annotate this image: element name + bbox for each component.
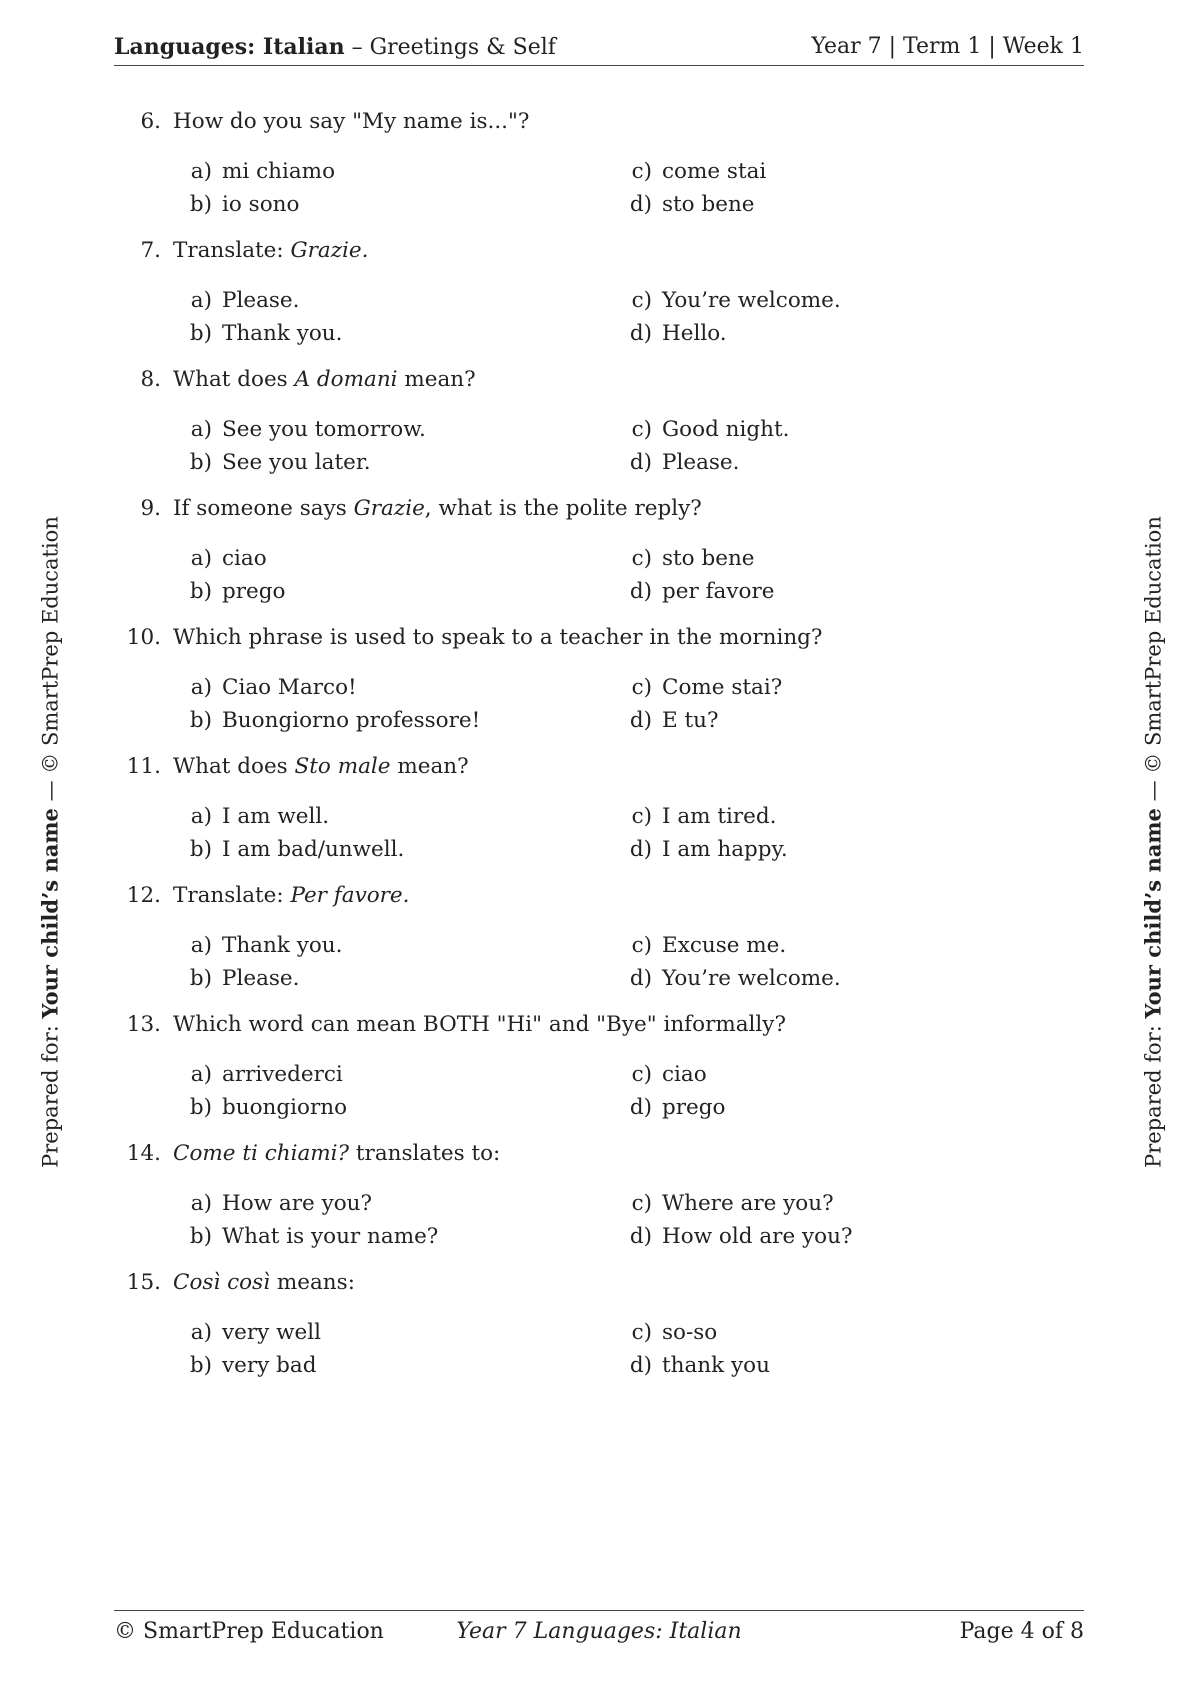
answer-option-d	[618, 1223, 852, 1251]
answer-option-a	[178, 287, 299, 315]
answer-option-c	[618, 1190, 834, 1218]
option-letter: a)	[190, 933, 212, 958]
option-letter: d)	[629, 1095, 652, 1120]
option-letter: b)	[189, 837, 212, 862]
question-stem-italic: Grazie.	[290, 238, 369, 263]
answer-option-c	[618, 674, 782, 702]
answer-option-c	[618, 287, 841, 315]
option-letter: a)	[190, 675, 212, 700]
answer-option-a	[178, 158, 335, 186]
option-text: Where are you?	[662, 1191, 834, 1216]
option-text: io sono	[222, 192, 300, 217]
option-letter: c)	[631, 1062, 652, 1087]
answer-option-c	[618, 932, 786, 960]
option-letter: d)	[629, 579, 652, 604]
option-text: prego	[222, 579, 286, 604]
question-stem-text: How do you say "My name is..."?	[173, 109, 530, 134]
option-text: sto bene	[662, 546, 755, 571]
question-item	[0, 495, 1191, 635]
margin-prefix: Prepared for:	[1141, 1018, 1166, 1168]
option-letter: b)	[189, 1095, 212, 1120]
option-letter: a)	[190, 417, 212, 442]
question-stem-text: Which phrase is used to speak to a teacher in the morning?	[173, 625, 823, 650]
header-term-info: Year 7 | Term 1 | Week 1	[811, 34, 1084, 59]
question-stem-italic: Grazie	[353, 496, 425, 521]
option-letter: c)	[631, 1191, 652, 1216]
answer-option-a	[178, 674, 357, 702]
option-text: very bad	[222, 1353, 317, 1378]
question-stem	[173, 1140, 500, 1168]
footer-page-number: Page 4 of 8	[959, 1619, 1084, 1644]
option-text: See you later.	[222, 450, 371, 475]
answer-option-b	[178, 1094, 347, 1122]
answer-option-b	[178, 578, 285, 606]
option-letter: c)	[631, 417, 652, 442]
answer-option-a	[178, 545, 267, 573]
answer-option-b	[178, 965, 299, 993]
option-letter: d)	[629, 192, 652, 217]
question-stem-text: means:	[270, 1270, 355, 1295]
page-header	[114, 33, 1084, 66]
question-stem	[173, 237, 369, 265]
option-letter: a)	[190, 159, 212, 184]
option-text: I am well.	[222, 804, 330, 829]
answer-option-a	[178, 803, 329, 831]
question-number: 10.	[126, 625, 161, 650]
question-item	[0, 108, 1191, 248]
answer-option-b	[178, 191, 299, 219]
option-letter: d)	[629, 450, 652, 475]
question-stem-text: What does	[173, 754, 295, 779]
option-letter: b)	[189, 1224, 212, 1249]
option-text: Come stai?	[662, 675, 783, 700]
header-subject	[114, 33, 556, 62]
answer-option-d	[618, 707, 719, 735]
option-letter: b)	[189, 579, 212, 604]
option-letter: a)	[190, 1320, 212, 1345]
option-text: Hello.	[662, 321, 727, 346]
margin-child-name: Your child’s name	[37, 808, 63, 1019]
question-stem-text: What does	[173, 367, 295, 392]
option-text: I am happy.	[662, 837, 788, 862]
footer-course: Year 7 Languages: Italian	[456, 1619, 742, 1644]
option-letter: d)	[629, 1353, 652, 1378]
question-stem	[173, 495, 702, 523]
option-text: thank you	[662, 1353, 770, 1378]
answer-option-c	[618, 158, 766, 186]
option-text: Excuse me.	[662, 933, 787, 958]
answer-option-b	[178, 449, 371, 477]
option-text: so-so	[662, 1320, 718, 1345]
question-stem	[173, 1269, 355, 1297]
option-letter: c)	[631, 1320, 652, 1345]
question-number: 9.	[140, 496, 161, 521]
option-text: E tu?	[662, 708, 719, 733]
option-text: How old are you?	[662, 1224, 853, 1249]
question-number: 12.	[126, 883, 161, 908]
question-stem-italic: A domani	[294, 367, 398, 392]
answer-option-d	[618, 191, 755, 219]
answer-option-a	[178, 1319, 321, 1347]
question-stem-text: mean?	[390, 754, 469, 779]
option-text: buongiorno	[222, 1095, 348, 1120]
option-text: per favore	[662, 579, 775, 604]
margin-child-name: Your child’s name	[1140, 808, 1166, 1019]
question-stem-italic: Come ti chiami?	[173, 1141, 350, 1166]
answer-option-d	[618, 1352, 770, 1380]
question-item	[0, 237, 1191, 377]
answer-option-c	[618, 416, 789, 444]
question-item	[0, 366, 1191, 506]
answer-option-a	[178, 932, 343, 960]
answer-option-b	[178, 320, 343, 348]
question-number: 6.	[140, 109, 161, 134]
option-text: come stai	[662, 159, 767, 184]
option-letter: a)	[190, 546, 212, 571]
answer-option-d	[618, 965, 841, 993]
option-letter: b)	[189, 192, 212, 217]
option-text: prego	[662, 1095, 726, 1120]
option-letter: d)	[629, 708, 652, 733]
question-stem-text: Translate:	[173, 238, 291, 263]
margin-copyright: — © SmartPrep Education	[1141, 516, 1166, 809]
answer-option-b	[178, 707, 480, 735]
option-letter: c)	[631, 159, 652, 184]
option-text: What is your name?	[222, 1224, 439, 1249]
question-stem-text: , what is the polite reply?	[424, 496, 702, 521]
option-letter: b)	[189, 708, 212, 733]
header-subject-bold: Languages: Italian	[114, 34, 345, 60]
option-letter: b)	[189, 450, 212, 475]
option-text: How are you?	[222, 1191, 373, 1216]
question-number: 11.	[126, 754, 161, 779]
option-text: ciao	[662, 1062, 707, 1087]
question-item	[0, 1269, 1191, 1409]
answer-option-c	[618, 1061, 707, 1089]
option-text: ciao	[222, 546, 267, 571]
answer-option-c	[618, 545, 755, 573]
header-subject-topic: – Greetings & Self	[344, 35, 556, 60]
question-number: 14.	[126, 1141, 161, 1166]
option-text: Thank you.	[222, 321, 343, 346]
answer-option-d	[618, 449, 739, 477]
option-letter: a)	[190, 288, 212, 313]
option-letter: b)	[189, 321, 212, 346]
option-letter: b)	[189, 966, 212, 991]
answer-option-c	[618, 1319, 717, 1347]
option-text: Good night.	[662, 417, 790, 442]
option-text: Please.	[222, 966, 300, 991]
option-text: very well	[222, 1320, 322, 1345]
question-stem-text: mean?	[397, 367, 476, 392]
question-stem-italic: Sto male	[294, 754, 391, 779]
question-stem-text: If someone says	[173, 496, 354, 521]
option-text: You’re welcome.	[662, 288, 841, 313]
answer-option-d	[618, 320, 727, 348]
option-letter: a)	[190, 1191, 212, 1216]
answer-option-b	[178, 836, 404, 864]
question-item	[0, 882, 1191, 1022]
option-letter: c)	[631, 546, 652, 571]
question-number: 7.	[140, 238, 161, 263]
question-number: 15.	[126, 1270, 161, 1295]
question-stem-text: translates to:	[349, 1141, 501, 1166]
option-text: sto bene	[662, 192, 755, 217]
question-item	[0, 1140, 1191, 1280]
answer-option-b	[178, 1223, 438, 1251]
option-text: I am tired.	[662, 804, 777, 829]
question-stem	[173, 624, 822, 652]
option-text: Buongiorno professore!	[222, 708, 481, 733]
option-text: mi chiamo	[222, 159, 336, 184]
answer-option-c	[618, 803, 776, 831]
answer-option-d	[618, 578, 774, 606]
option-text: See you tomorrow.	[222, 417, 426, 442]
question-number: 13.	[126, 1012, 161, 1037]
answer-option-b	[178, 1352, 316, 1380]
question-item	[0, 624, 1191, 764]
option-letter: d)	[629, 321, 652, 346]
option-text: arrivederci	[222, 1062, 343, 1087]
option-text: You’re welcome.	[662, 966, 841, 991]
option-letter: c)	[631, 804, 652, 829]
option-letter: a)	[190, 804, 212, 829]
question-stem	[173, 108, 529, 136]
option-letter: d)	[629, 837, 652, 862]
question-stem	[173, 882, 410, 910]
question-stem-italic: Per favore.	[290, 883, 410, 908]
option-letter: a)	[190, 1062, 212, 1087]
option-letter: c)	[631, 675, 652, 700]
question-stem-text: Which word can mean BOTH "Hi" and "Bye" informally?	[173, 1012, 786, 1037]
question-stem-italic: Così così	[173, 1270, 271, 1295]
option-text: Ciao Marco!	[222, 675, 357, 700]
option-text: Please.	[662, 450, 740, 475]
question-stem-text: Translate:	[173, 883, 291, 908]
answer-option-a	[178, 1190, 372, 1218]
question-stem	[173, 753, 469, 781]
option-letter: d)	[629, 1224, 652, 1249]
page-footer	[114, 1610, 1084, 1651]
option-letter: b)	[189, 1353, 212, 1378]
question-stem	[173, 366, 476, 394]
option-text: I am bad/unwell.	[222, 837, 405, 862]
answer-option-a	[178, 1061, 343, 1089]
answer-option-d	[618, 1094, 725, 1122]
question-item	[0, 753, 1191, 893]
margin-prefix: Prepared for:	[38, 1018, 63, 1168]
question-number: 8.	[140, 367, 161, 392]
answer-option-a	[178, 416, 426, 444]
option-text: Please.	[222, 288, 300, 313]
option-letter: c)	[631, 288, 652, 313]
option-letter: d)	[629, 966, 652, 991]
option-letter: c)	[631, 933, 652, 958]
answer-option-d	[618, 836, 788, 864]
question-item	[0, 1011, 1191, 1151]
question-stem	[173, 1011, 786, 1039]
footer-copyright: © SmartPrep Education	[114, 1619, 384, 1644]
margin-copyright: — © SmartPrep Education	[38, 516, 63, 809]
option-text: Thank you.	[222, 933, 343, 958]
